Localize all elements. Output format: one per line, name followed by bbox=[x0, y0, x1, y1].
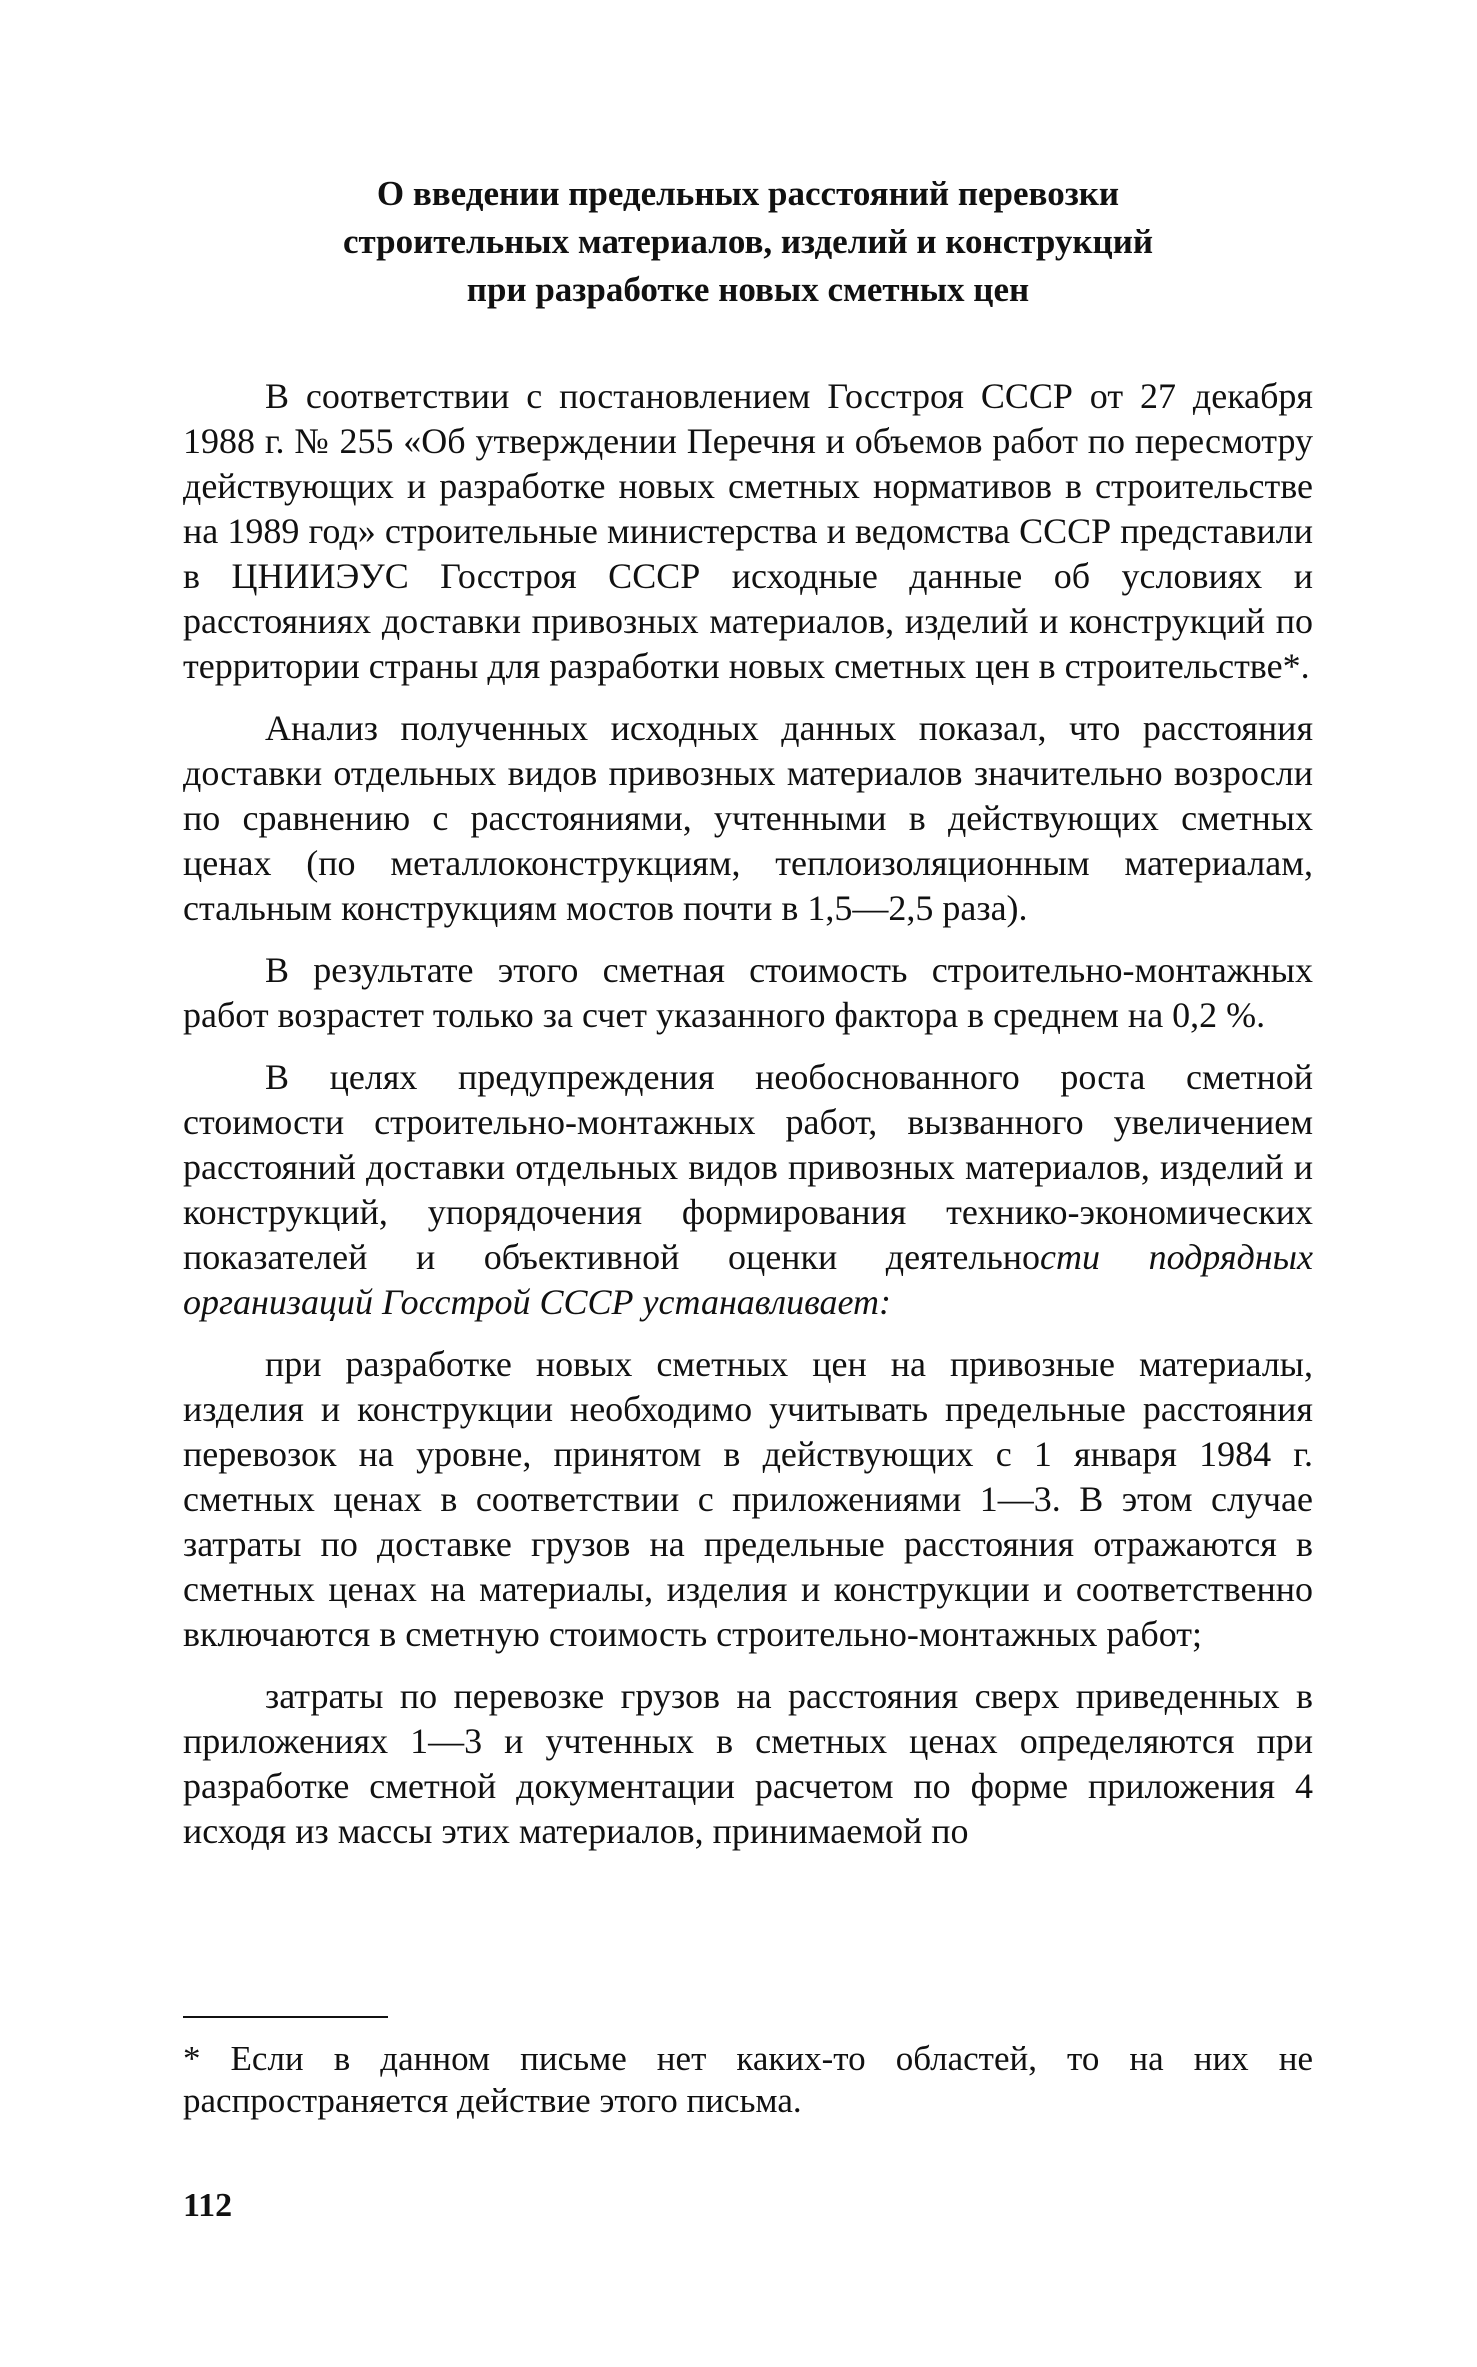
paragraph-2: Анализ полученных исходных данных показал, что расстояния доставки отдельных видов привозных материалов значительно возросли по сравнению с расстояниями, учтенными в действующих сметных ценах (по металлоконструкциям, теплоизоляционным материалам, стальным конструкциям мостов почти в 1,5—2,5 раза). bbox=[183, 708, 1313, 928]
paragraph-4-main: В целях предупреждения необоснованного роста сметной стоимости строительно-монтажных работ, вызванного увеличением расстояний доставки отдельных видов привозных материалов, изделий и конструкций, упорядочения формирования технико-экономических показателей и объективной оценки деятельно bbox=[183, 1057, 1313, 1277]
page-number: 112 bbox=[183, 2187, 233, 2224]
paragraph-4-italic: сти подрядных организаций Госстрой СССР устанавливает: bbox=[183, 1237, 1313, 1322]
title-line-2: строительных материалов, изделий и конструкций bbox=[342, 222, 1154, 261]
document-page bbox=[183, 170, 1313, 1871]
paragraph-5: при разработке новых сметных цен на привозные материалы, изделия и конструкции необходимо учитывать предельные расстояния перевозок на уровне, принятом в действующих с 1 января 1984 г. сметных ценах в соответствии с приложениями 1—3. В этом случае затраты по доставке грузов на предельные расстояния отражаются в сметных ценах на материалы, изделия и конструкции и соответственно включаются в сметную стоимость строительно-монтажных работ; bbox=[183, 1344, 1313, 1654]
footnote-divider bbox=[183, 2016, 388, 2018]
paragraph-3: В результате этого сметная стоимость строительно-монтажных работ возрастет только за счет указанного фактора в среднем на 0,2 %. bbox=[183, 950, 1313, 1035]
paragraph-6: затраты по перевозке грузов на расстояния сверх приведенных в приложениях 1—3 и учтенных в сметных ценах определяются при разработке сметной документации расчетом по форме приложения 4 исходя из массы этих материалов, принимаемой по bbox=[183, 1676, 1313, 1851]
title-line-1: О введении предельных расстояний перевозки bbox=[376, 174, 1120, 213]
title-line-3: при разработке новых сметных цен bbox=[466, 270, 1030, 309]
paragraph-1: В соответствии с постановлением Госстроя СССР от 27 декабря 1988 г. № 255 «Об утверждении Перечня и объемов работ по пересмотру действующих и разработке новых сметных нормативов в строительстве на 1989 год» строительные министерства и ведомства СССР представили в ЦНИИЭУС Госстроя СССР исходные данные об условиях и расстояниях доставки привозных материалов, изделий и конструкций по территории страны для разработки новых сметных цен в строительстве*. bbox=[183, 376, 1313, 686]
document-title bbox=[183, 170, 1313, 314]
footnote: * Если в данном письме нет каких-то областей, то на них не распространяется действие этого письма. bbox=[183, 2039, 1313, 2120]
paragraph-4 bbox=[183, 1055, 1313, 1325]
